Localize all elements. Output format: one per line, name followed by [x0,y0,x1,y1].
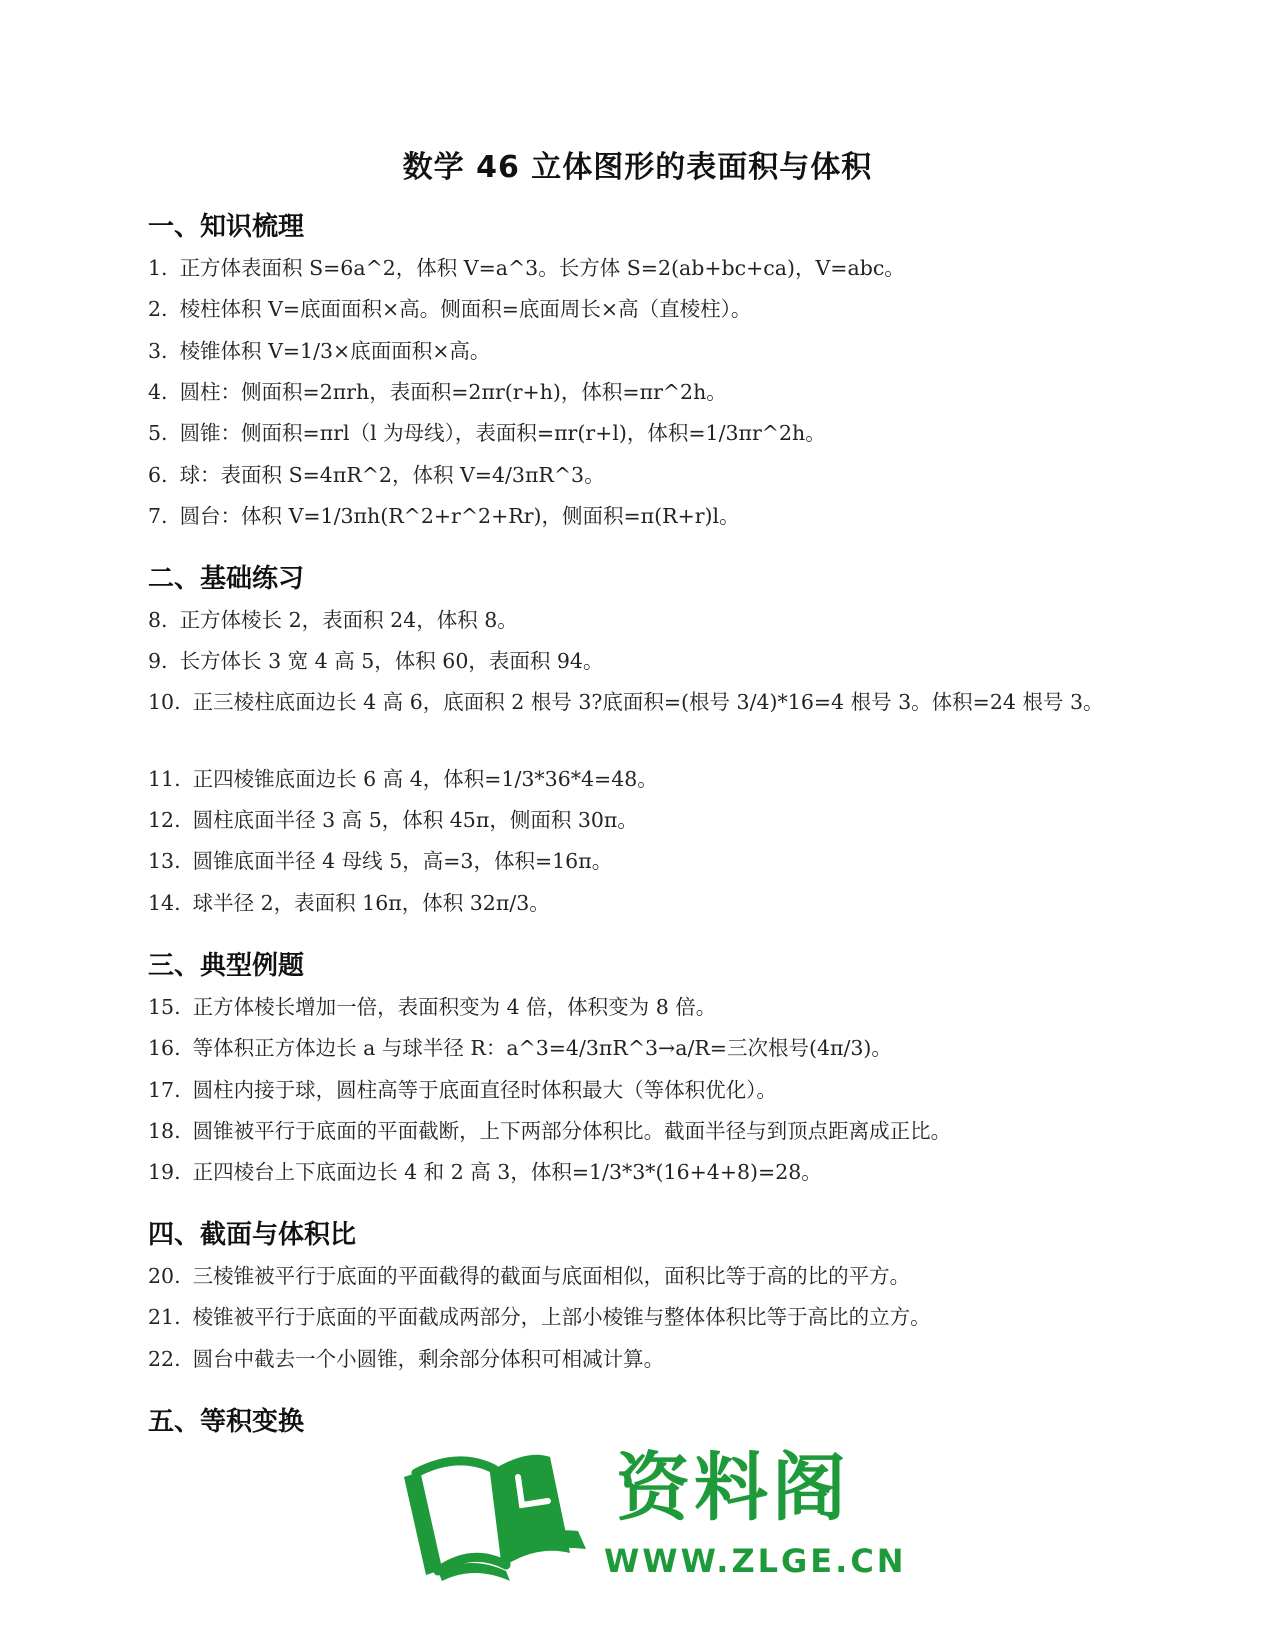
watermark-url: WWW.ZLGE.CN [604,1542,907,1580]
list-item: 3. 棱锥体积 V=1/3×底面面积×高。 [148,339,491,363]
list-item: 18. 圆锥被平行于底面的平面截断，上下两部分体积比。截面半径与到顶点距离成正比。 [148,1119,952,1143]
section-heading-4: 四、截面与体积比 [148,1220,357,1250]
section-heading-5: 五、等积变换 [148,1407,305,1437]
list-item: 1. 正方体表面积 S=6a^2，体积 V=a^3。长方体 S=2(ab+bc+ca)，V=abc。 [148,256,905,280]
list-item: 22. 圆台中截去一个小圆锥，剩余部分体积可相减计算。 [148,1347,665,1371]
watermark-brand: 资料阁 [616,1445,850,1531]
list-item: 5. 圆锥：侧面积=πrl（l 为母线），表面积=πr(r+l)，体积=1/3πr^2h。 [148,421,826,445]
list-item: 2. 棱柱体积 V=底面面积×高。侧面积=底面周长×高（直棱柱）。 [148,297,752,321]
list-item: 8. 正方体棱长 2，表面积 24，体积 8。 [148,608,518,632]
section-heading-2: 二、基础练习 [148,564,305,594]
list-item: 14. 球半径 2，表面积 16π，体积 32π/3。 [148,891,550,915]
list-item: 9. 长方体长 3 宽 4 高 5，体积 60，表面积 94。 [148,649,604,673]
page-title: 数学 46 立体图形的表面积与体积 [402,150,873,185]
section-heading-1: 一、知识梳理 [148,212,305,242]
list-item: 11. 正四棱锥底面边长 6 高 4，体积=1/3*36*4=48。 [148,767,658,791]
list-item: 21. 棱锥被平行于底面的平面截成两部分，上部小棱锥与整体体积比等于高比的立方。 [148,1305,931,1329]
list-item: 10. 正三棱柱底面边长 4 高 6，底面积 2 根号 3?底面积=(根号 3/4)*16=4 根号 3。体积=24 根号 3。 [148,690,1104,714]
list-item: 17. 圆柱内接于球，圆柱高等于底面直径时体积最大（等体积优化）。 [148,1078,777,1102]
list-item: 15. 正方体棱长增加一倍，表面积变为 4 倍，体积变为 8 倍。 [148,995,717,1019]
list-item: 4. 圆柱：侧面积=2πrh，表面积=2πr(r+h)，体积=πr^2h。 [148,380,727,404]
list-item: 16. 等体积正方体边长 a 与球半径 R：a^3=4/3πR^3→a/R=三次根号(4π/3)。 [148,1036,892,1060]
section-heading-3: 三、典型例题 [148,951,305,981]
list-item: 6. 球：表面积 S=4πR^2，体积 V=4/3πR^3。 [148,463,605,487]
open-book-icon [398,1447,598,1587]
list-item: 7. 圆台：体积 V=1/3πh(R^2+r^2+Rr)，侧面积=π(R+r)l。 [148,504,740,528]
watermark-logo [398,1445,907,1587]
list-item: 12. 圆柱底面半径 3 高 5，体积 45π，侧面积 30π。 [148,808,638,832]
list-item: 19. 正四棱台上下底面边长 4 和 2 高 3，体积=1/3*3*(16+4+8)=28。 [148,1160,822,1184]
list-item: 13. 圆锥底面半径 4 母线 5，高=3，体积=16π。 [148,849,613,873]
list-item: 20. 三棱锥被平行于底面的平面截得的截面与底面相似，面积比等于高的比的平方。 [148,1264,911,1288]
